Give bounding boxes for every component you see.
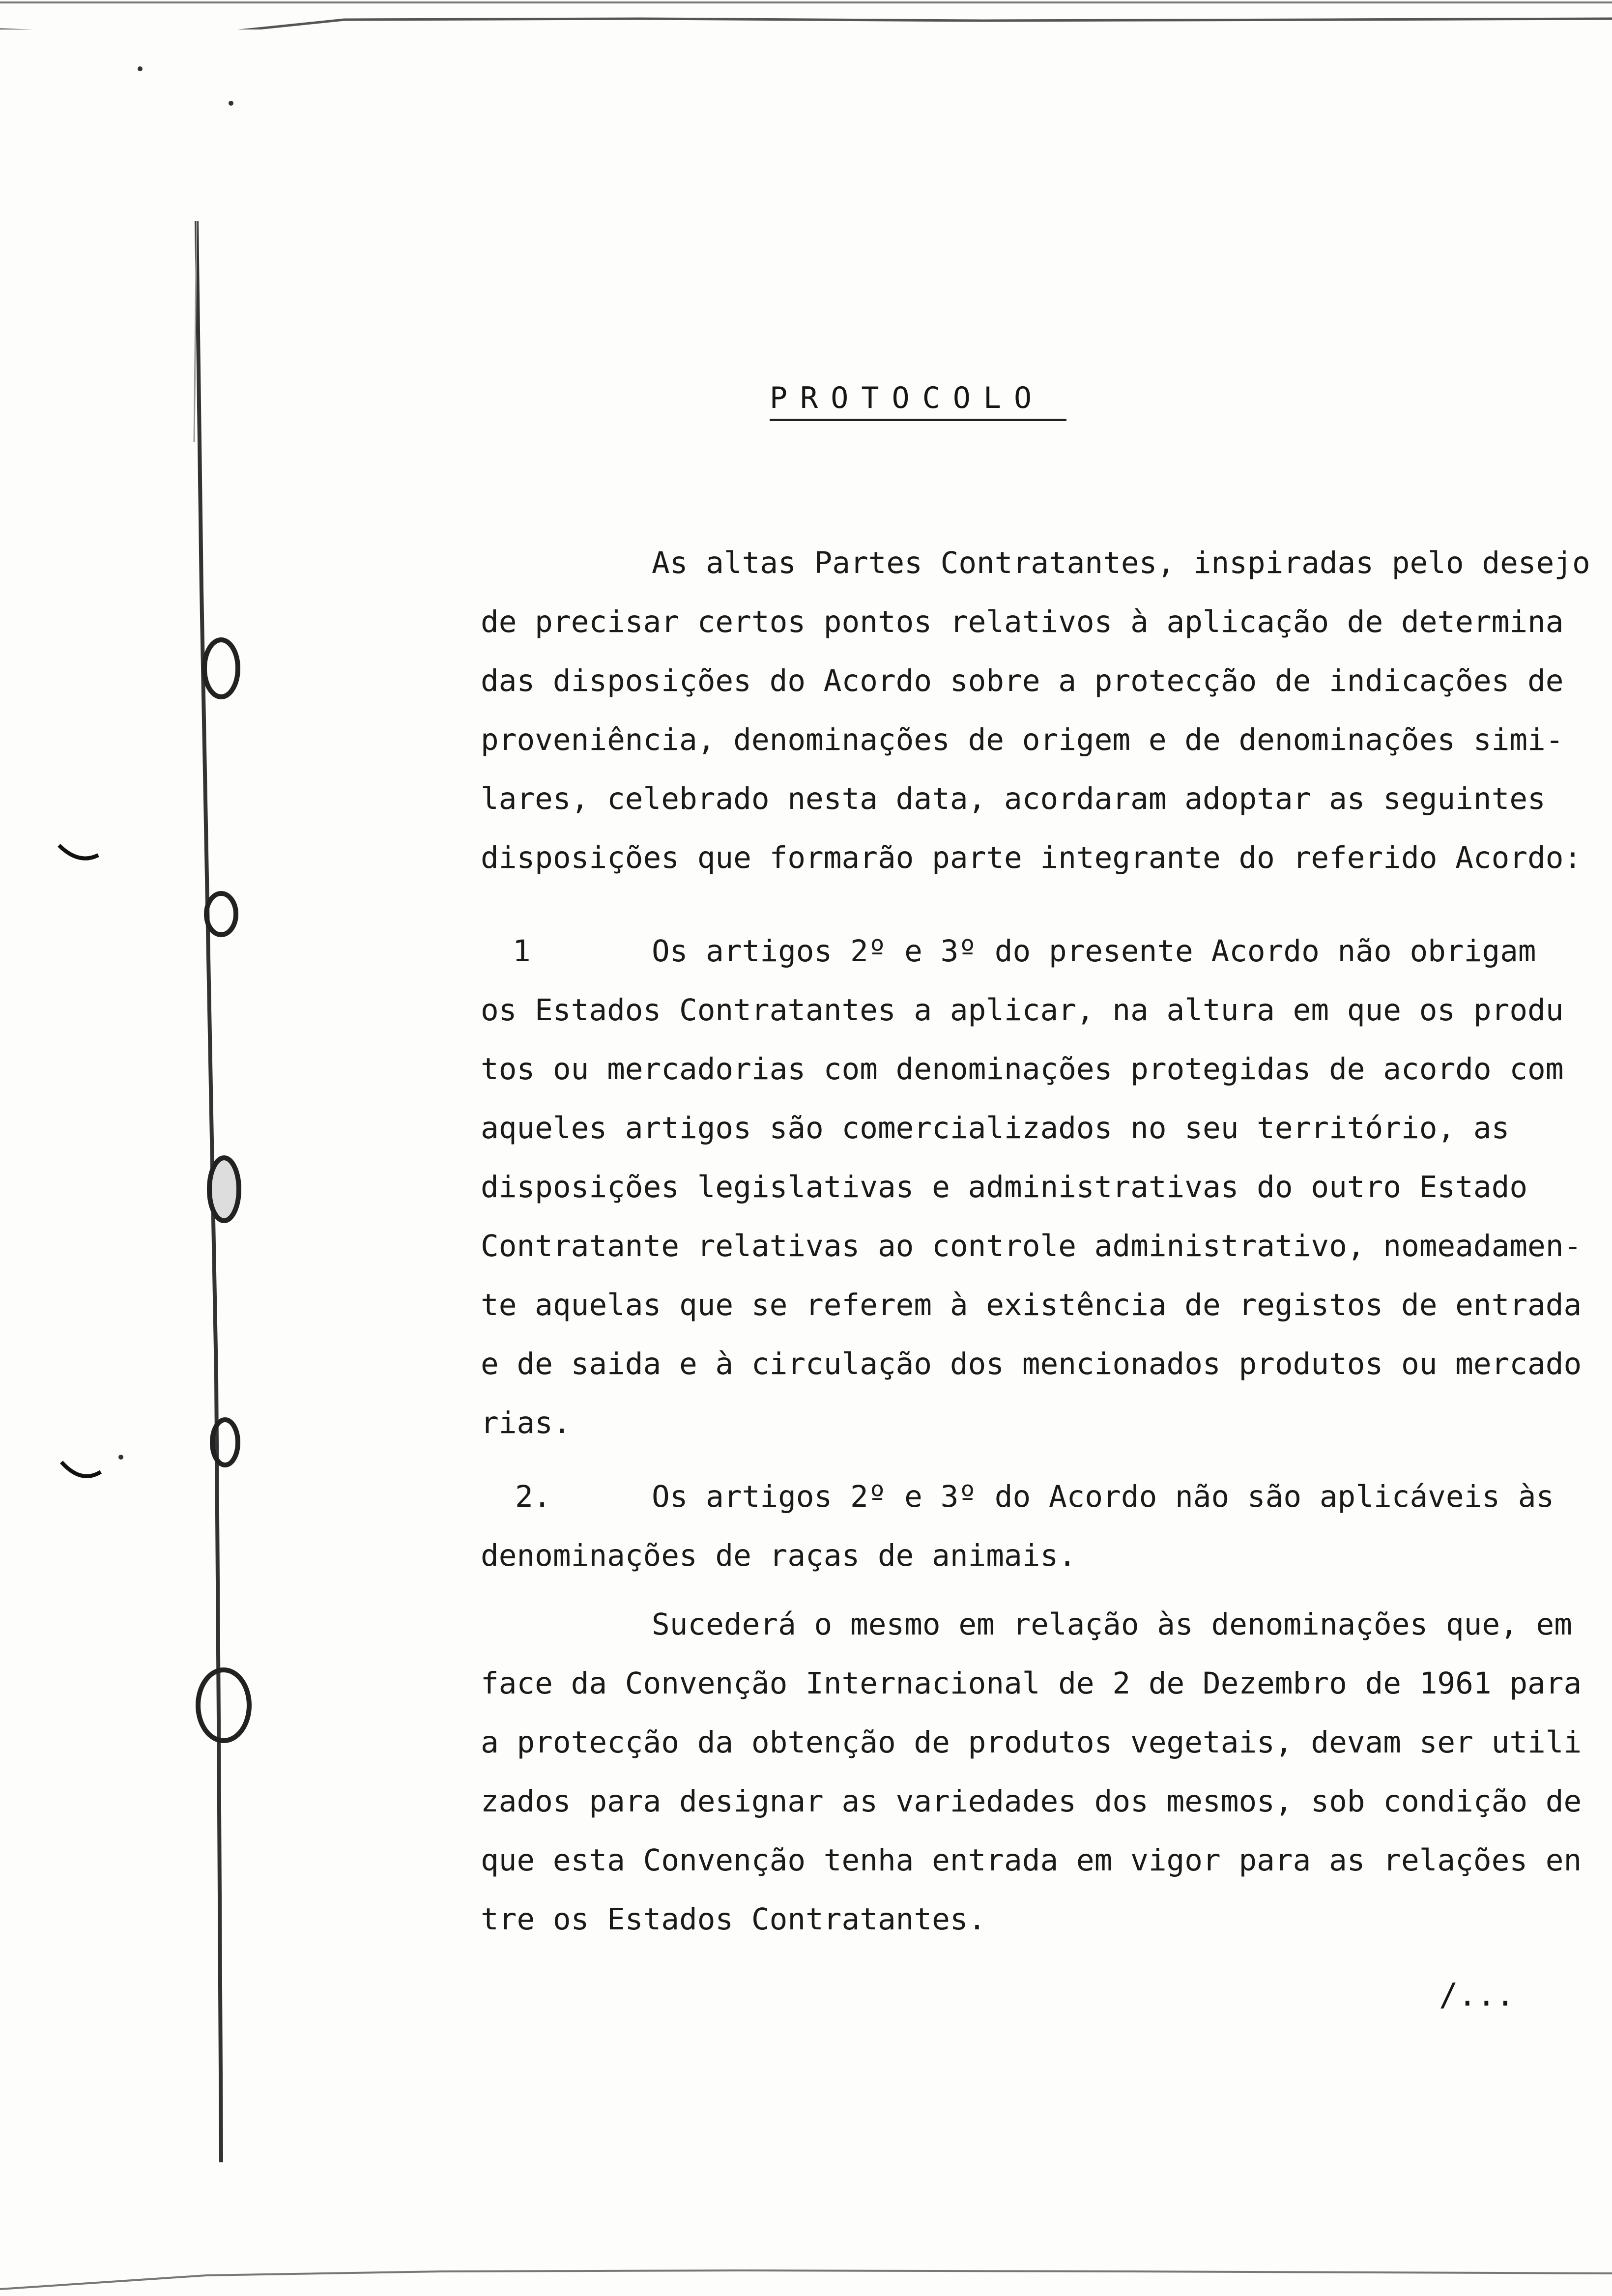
item-1-number: 1 xyxy=(513,934,531,969)
item-2-number: 2. xyxy=(515,1479,551,1514)
intro-line: lares, celebrado nesta data, acordaram adoptar as seguintes xyxy=(481,781,1546,816)
intro-line: disposições que formarão parte integrante do referido Acordo: xyxy=(481,840,1582,875)
item-2-line: denominações de raças de animais. xyxy=(481,1538,1076,1573)
binding-strip xyxy=(0,0,305,2296)
closing-line: Sucederá o mesmo em relação às denominações que, em xyxy=(652,1607,1572,1642)
item-1-line: aqueles artigos são comercializados no seu território, as xyxy=(481,1111,1510,1146)
item-1-line: disposições legislativas e administrativas do outro Estado xyxy=(481,1170,1528,1205)
intro-line: das disposições do Acordo sobre a protecção de indicações de xyxy=(481,663,1564,698)
item-1-line: os Estados Contratantes a aplicar, na altura em que os produ xyxy=(481,993,1564,1028)
continuation-mark: /... xyxy=(1439,1977,1515,2013)
document-title: PROTOCOLO xyxy=(770,381,1045,415)
intro-line: proveniência, denominações de origem e de denominações simi- xyxy=(481,722,1564,757)
scanned-bottom-edge xyxy=(0,2241,1612,2296)
closing-line: que esta Convenção tenha entrada em vigor para as relações en xyxy=(481,1843,1582,1878)
title-underline xyxy=(770,419,1066,421)
closing-line: a protecção da obtenção de produtos vegetais, devam ser utili xyxy=(481,1725,1582,1760)
intro-line: As altas Partes Contratantes, inspiradas pelo desejo xyxy=(652,545,1590,580)
closing-line: face da Convenção Internacional de 2 de Dezembro de 1961 para xyxy=(481,1666,1582,1701)
item-1-line: Contratante relativas ao controle administrativo, nomeadamen- xyxy=(481,1229,1582,1263)
item-2-line: Os artigos 2º e 3º do Acordo não são aplicáveis às xyxy=(652,1479,1554,1514)
item-1-line: Os artigos 2º e 3º do presente Acordo não obrigam xyxy=(652,934,1536,969)
item-1-line: te aquelas que se referem à existência de registos de entrada xyxy=(481,1288,1582,1322)
item-1-line: tos ou mercadorias com denominações protegidas de acordo com xyxy=(481,1052,1564,1087)
closing-line: tre os Estados Contratantes. xyxy=(481,1902,986,1937)
item-1-line: e de saida e à circulação dos mencionados produtos ou mercado xyxy=(481,1347,1582,1381)
item-1-line: rias. xyxy=(481,1406,571,1440)
intro-line: de precisar certos pontos relativos à aplicação de determina xyxy=(481,604,1564,639)
closing-line: zados para designar as variedades dos mesmos, sob condição de xyxy=(481,1784,1582,1819)
